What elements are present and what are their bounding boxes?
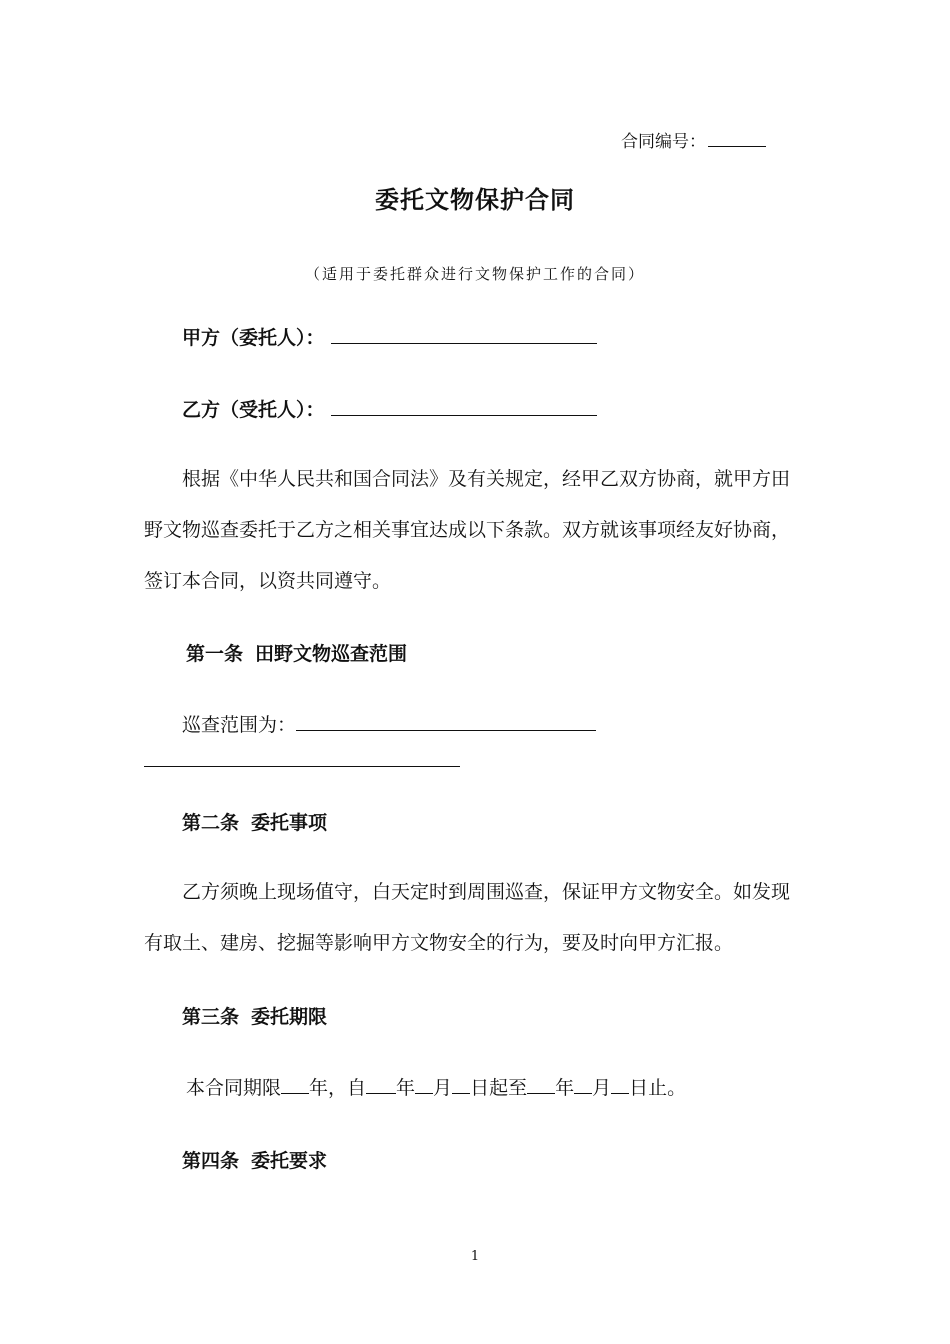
contract-number-blank [708, 129, 766, 147]
period-blank-years [281, 1073, 309, 1094]
period-text-2: 年，自 [309, 1077, 367, 1099]
article-4-number: 第四条 [182, 1150, 240, 1172]
period-text-5: 日起至 [470, 1077, 528, 1099]
period-text-8: 日止。 [629, 1077, 687, 1099]
document-subtitle: （适用于委托群众进行文物保护工作的合同） [304, 265, 645, 283]
article-3-number: 第三条 [182, 1006, 240, 1028]
article-1-title: 田野文物巡查范围 [255, 643, 408, 665]
document-title: 委托文物保护合同 [375, 186, 575, 214]
article-2-line-2: 有取土、建房、挖掘等影响甲方文物安全的行为，要及时向甲方汇报。 [144, 932, 734, 954]
contract-number [621, 127, 766, 152]
article-4-title: 委托要求 [251, 1150, 328, 1172]
patrol-scope [182, 710, 596, 737]
contract-number-label: 合同编号： [621, 132, 706, 152]
contract-period [186, 1073, 686, 1100]
article-2-line-1: 乙方须晚上现场值守，白天定时到周围巡查，保证甲方文物安全。如发现 [182, 881, 791, 903]
period-text-7: 月 [592, 1077, 612, 1099]
patrol-scope-blank [296, 710, 596, 731]
article-1-number: 第一条 [186, 643, 244, 665]
period-blank-end-day [611, 1073, 629, 1094]
preamble-line-1: 根据《中华人民共和国合同法》及有关规定，经甲乙双方协商，就甲方田 [182, 468, 791, 490]
patrol-scope-label: 巡查范围为： [182, 714, 297, 736]
period-text-4: 月 [433, 1077, 453, 1099]
party-b-blank [331, 395, 597, 416]
article-3-heading [182, 1002, 327, 1029]
article-1-heading [186, 639, 407, 666]
party-b [182, 395, 597, 422]
period-text-6: 年 [555, 1077, 575, 1099]
preamble-line-2: 野文物巡查委托于乙方之相关事宜达成以下条款。双方就该事项经友好协商， [144, 519, 791, 541]
article-2-number: 第二条 [182, 812, 240, 834]
party-a-blank [331, 323, 597, 344]
period-blank-end-month [574, 1073, 592, 1094]
party-a [182, 323, 597, 350]
period-text-1: 本合同期限 [186, 1077, 282, 1099]
party-a-label: 甲方（委托人）： [182, 327, 325, 349]
preamble-line-3: 签订本合同，以资共同遵守。 [144, 570, 392, 592]
period-text-3: 年 [396, 1077, 416, 1099]
article-4-heading [182, 1146, 327, 1173]
patrol-scope-blank-2 [144, 764, 460, 767]
period-blank-start-month [415, 1073, 433, 1094]
article-3-title: 委托期限 [251, 1006, 328, 1028]
party-b-label: 乙方（受托人）： [182, 399, 325, 421]
period-blank-end-year [527, 1073, 555, 1094]
period-blank-start-day [452, 1073, 470, 1094]
period-blank-start-year [366, 1073, 396, 1094]
article-2-heading [182, 808, 327, 835]
article-2-title: 委托事项 [251, 812, 328, 834]
page-number: 1 [470, 1249, 480, 1264]
